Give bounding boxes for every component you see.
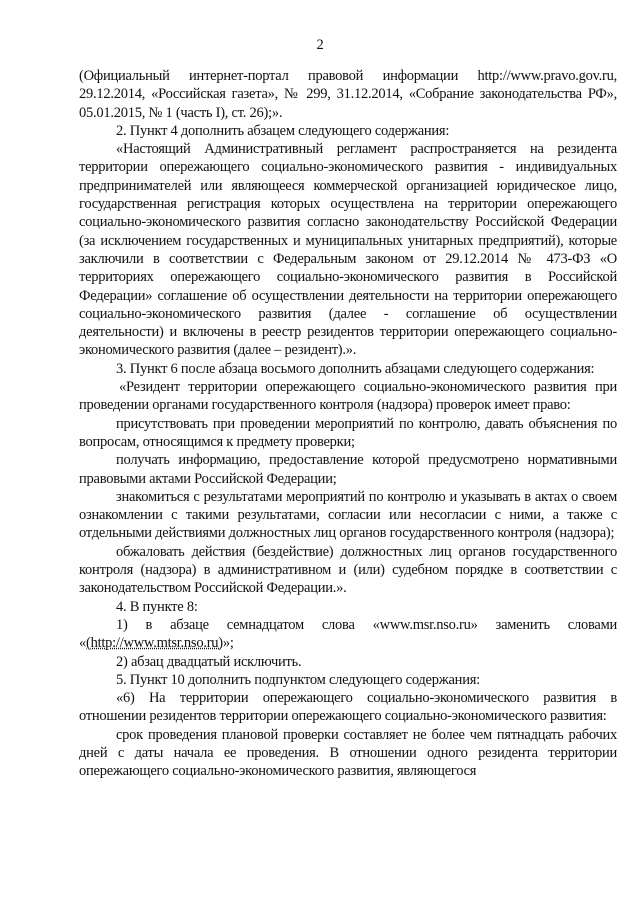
paragraph-subitem-6: «6) На территории опережающего социально-экономического развития в отношении резидентов территории опережающего социально-экономического развития: <box>79 690 617 725</box>
paragraph-subitem-1 <box>79 616 617 653</box>
paragraph-right-information: получать информацию, предоставление которой предусмотрено нормативными правовыми актами Российской Федерации; <box>79 452 617 487</box>
paragraph-resident-rights: «Резидент территории опережающего социально-экономического развития при проведении органами государственного контроля (надзора) проверок имеет право: <box>79 379 617 414</box>
paragraph-subitem-2: 2) абзац двадцатый исключить. <box>116 653 302 670</box>
ministry-url-link[interactable]: (http://www.mtsr.nso.ru) <box>86 635 223 652</box>
document-body <box>79 67 617 781</box>
subitem-1-suffix: »; <box>222 635 234 652</box>
paragraph-inspection-term: срок проведения плановой проверки составляет не более чем пятнадцать рабочих дней с даты начала ее проведения. В отношении одного резидента территории опережающего социально-экономического развития, являющегося <box>79 726 617 780</box>
paragraph-source-citation: (Официальный интернет-портал правовой информации http://www.pravo.gov.ru, 29.12.2014, «Российская газета», № 299, 31.12.2014, «Собрание законодательства РФ», 05.01.2015, № 1 (часть I), ст. 26);». <box>79 68 617 121</box>
paragraph-right-review: знакомиться с результатами мероприятий по контролю и указывать в актах о своем ознакомлении с такими результатами, согласии или несогласии с ними, а также с отдельными действиями должностных лиц органов государственного контроля (надзора); <box>79 488 617 542</box>
paragraph-item-2: 2. Пункт 4 дополнить абзацем следующего содержания: <box>116 122 450 139</box>
paragraph-item-3: 3. Пункт 6 после абзаца восьмого дополнить абзацами следующего содержания: <box>116 360 595 377</box>
paragraph-item-4: 4. В пункте 8: <box>116 598 198 615</box>
page-number: 2 <box>316 37 324 53</box>
paragraph-right-attend: присутствовать при проведении мероприятий по контролю, давать объяснения по вопросам, относящимся к предмету проверки; <box>79 415 617 450</box>
paragraph-item-5: 5. Пункт 10 дополнить подпунктом следующего содержания: <box>116 671 480 688</box>
paragraph-right-appeal: обжаловать действия (бездействие) должностных лиц органов государственного контроля (надзора) в административном и (или) судебном порядке в соответствии с законодательством Российской Федерации.». <box>79 543 617 597</box>
paragraph-regulation-scope: «Настоящий Административный регламент распространяется на резидента территории опережающего социально-экономического развития - индивидуальных предпринимателей или являющееся коммерческой организацией юридическое лицо, государственная регистрация которых осуществлена на территории опережающего социально-экономического развития согласно законодательству Российской Федерации (за исключением государственных и муниципальных унитарных предприятий), которые заключили в соответствии с Федеральным законом от 29.12.2014 № 473-ФЗ «О территориях опережающего социально-экономического развития в Российской Федерации» соглашение об осуществлении деятельности на территории опережающего социально-экономического развития (далее - соглашение об осуществлении деятельности) и включены в реестр резидентов территории опережающего социально-экономического развития (далее – резидент).». <box>79 141 617 359</box>
subitem-1-text: 1) в абзаце семнадцатом слова «www.msr.nso.ru» заменить словами « <box>79 616 617 652</box>
